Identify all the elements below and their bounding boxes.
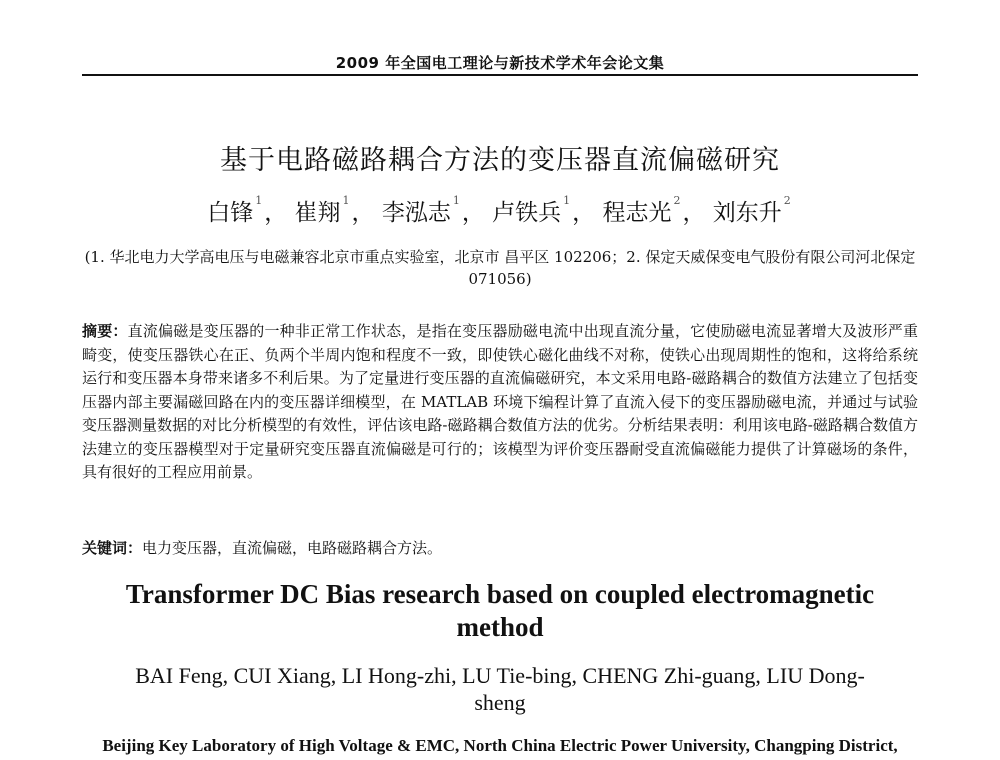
affiliation-en: Beijing Key Laboratory of High Voltage & EMC, North China Electric Power University, Changping District, [102, 736, 898, 755]
author-affil-mark: 1 [255, 194, 263, 207]
author-name: 李泓志 [381, 200, 451, 226]
author-name: 白锋 [207, 200, 254, 226]
author-affil-mark: 2 [783, 194, 791, 207]
author-affil-mark: 2 [673, 194, 681, 207]
author-separator: ， [572, 200, 596, 226]
author-name: 卢铁兵 [492, 200, 562, 226]
abstract-label: 摘要： [82, 322, 128, 340]
header-divider [82, 74, 918, 76]
proceedings-header: 2009 年全国电工理论与新技术学术年会论文集 [335, 54, 665, 72]
author-affil-mark: 1 [342, 194, 350, 207]
author-separator: ， [264, 200, 288, 226]
paper-title-cn: 基于电路磁路耦合方法的变压器直流偏磁研究 [220, 145, 780, 176]
paper-title-en: Transformer DC Bias research based on coupled electromagnetic method [125, 579, 875, 642]
abstract-text: 直流偏磁是变压器的一种非正常工作状态，是指在变压器励磁电流中出现直流分量，它使励磁电流显著增大及波形严重畸变，使变压器铁心在正、负两个半周内饱和程度不一致，即使铁心磁化曲线不对称，使铁心出现周期性的饱和，这将给系统运行和变压器本身带来诸多不利后果。为了定量进行变压器的直流偏磁研究，本文采用电路-磁路耦合的数值方法建立了包括变压器内部主要漏磁回路在内的变压器详细模型，在 MATLAB 环境下编程计算了直流入侵下的变压器励磁电流，并通过与试验变压器测量数据的对比分析模型的有效性，评估该电路-磁路耦合数值方法的优劣。分析结果表明：利用该电路-磁路耦合数值方法建立的变压器模型对于定量研究变压器直流偏磁是可行的；该模型为评价变压器耐受直流偏磁能力提供了计算磁场的条件，具有很好的工程应用前景。 [82, 322, 918, 481]
author-name: 崔翔 [294, 200, 341, 226]
keywords-cn [82, 537, 918, 560]
author-list-en: BAI Feng, CUI Xiang, LI Hong-zhi, LU Tie-bing, CHENG Zhi-guang, LIU Dong-sheng [135, 663, 865, 715]
author-separator: ， [461, 200, 485, 226]
affiliation-cn: (1. 华北电力大学高电压与电磁兼容北京市重点实验室，北京市 昌平区 102206；2. 保定天威保变电气股份有限公司河北保定 071056) [84, 248, 916, 288]
author-separator: ， [351, 200, 375, 226]
author-list-cn [0, 194, 1000, 227]
author-affil-mark: 1 [563, 194, 571, 207]
author-name: 程志光 [602, 200, 672, 226]
author-name: 刘东升 [712, 200, 782, 226]
abstract-cn [82, 320, 918, 485]
author-affil-mark: 1 [452, 194, 460, 207]
author-separator: ， [682, 200, 706, 226]
keywords-label: 关键词： [82, 539, 143, 557]
keywords-text: 电力变压器，直流偏磁，电路磁路耦合方法。 [142, 539, 443, 557]
